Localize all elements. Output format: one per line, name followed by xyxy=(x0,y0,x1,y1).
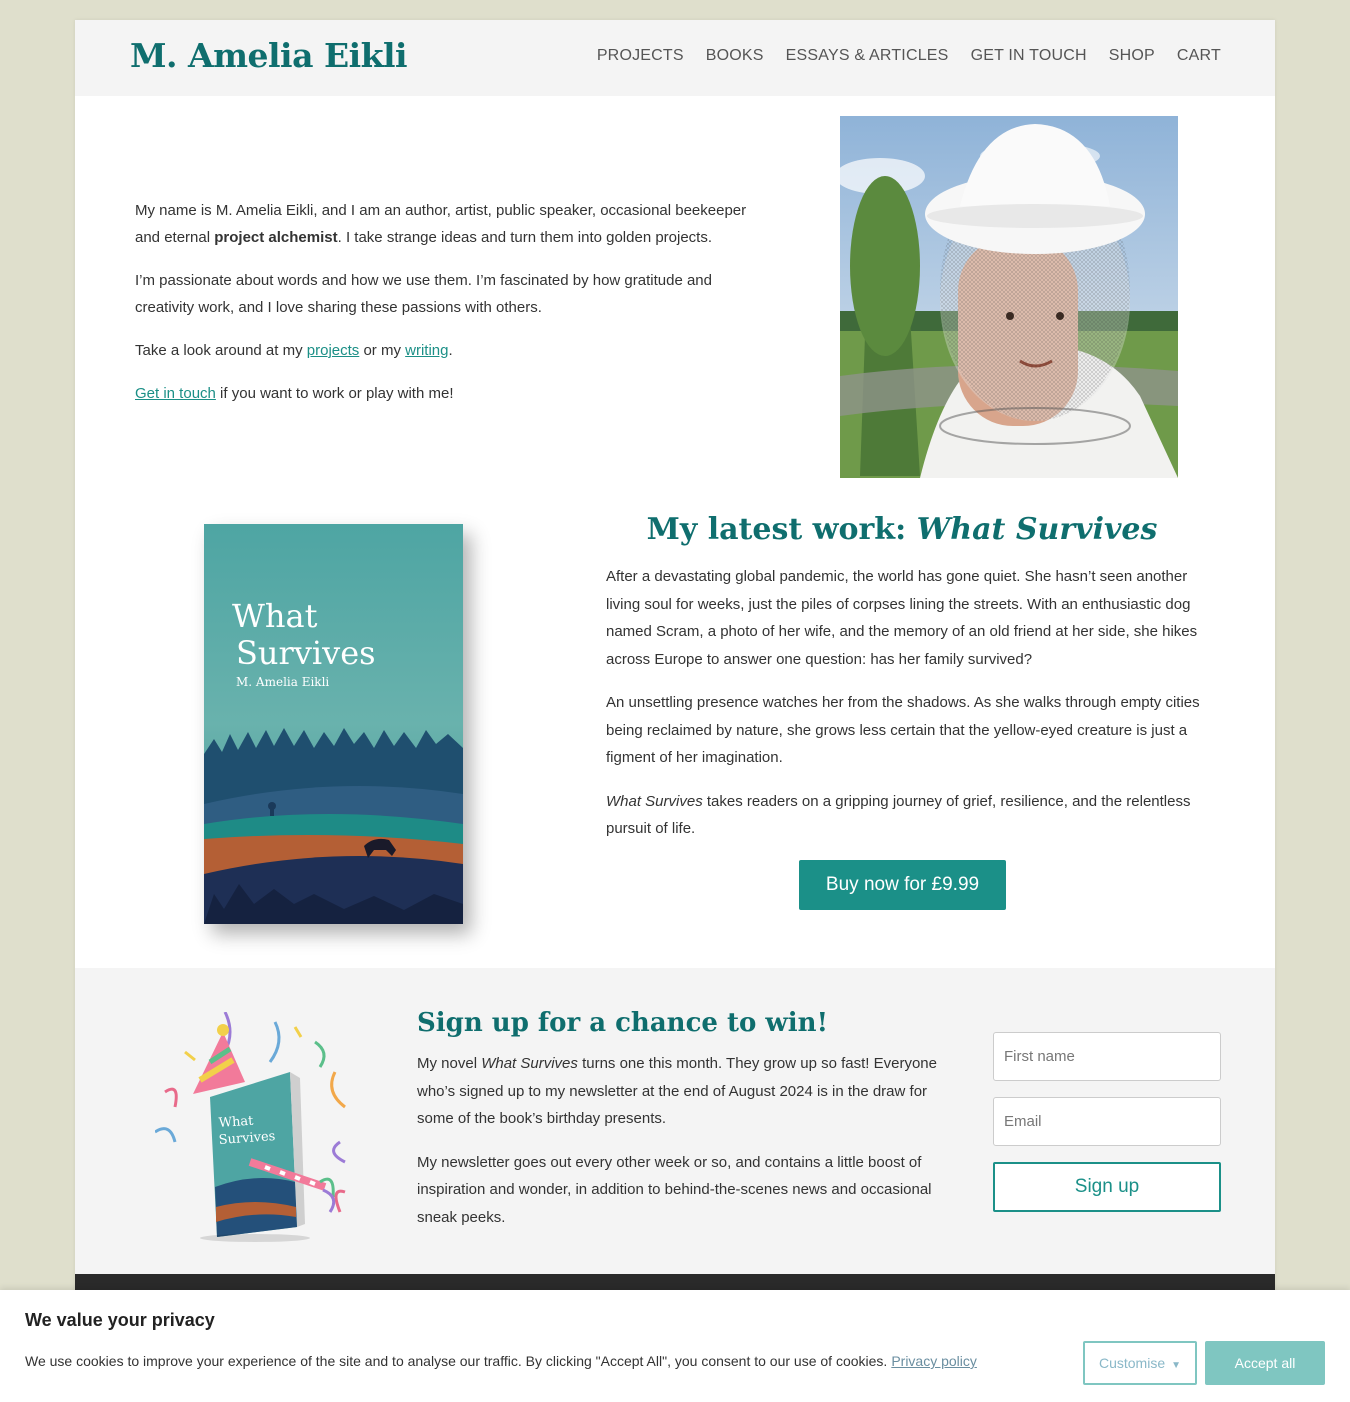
book-cover-image[interactable] xyxy=(204,524,463,924)
intro-paragraph-4 xyxy=(135,380,765,407)
cover-title-line-2: Survives xyxy=(236,634,376,672)
birthday-book-illustration xyxy=(155,1012,355,1242)
latest-paragraph-2: An unsettling presence watches her from the shadows. As she walks through empty cities being reclaimed by nature, she grows less certain that the yellow-eyed creature is just a figment of her imagination. xyxy=(606,694,1200,766)
intro-text: Take a look around at my xyxy=(135,342,307,359)
author-beekeeper-photo xyxy=(840,116,1178,478)
nav-essays-articles[interactable]: ESSAYS & ARTICLES xyxy=(785,47,949,64)
privacy-policy-link[interactable]: Privacy policy xyxy=(891,1353,977,1369)
first-name-field[interactable] xyxy=(993,1032,1221,1081)
get-in-touch-link[interactable]: Get in touch xyxy=(135,385,216,402)
signup-paragraph-2: My newsletter goes out every other week or so, and contains a little boost of inspiration and wonder, in addition to behind-the-scenes news and occasional sneak peeks. xyxy=(417,1153,932,1226)
intro-text: . xyxy=(448,342,453,359)
intro-text: . I take strange ideas and turn them into golden projects. xyxy=(337,229,713,246)
latest-heading-prefix: My latest work: xyxy=(646,512,917,547)
buy-now-button[interactable]: Buy now for £9.99 xyxy=(799,860,1006,910)
intro-section xyxy=(135,197,765,423)
intro-paragraph-2: I’m passionate about words and how we use them. I’m fascinated by how gratitude and creativity work, and I love sharing these passions with others. xyxy=(135,272,712,316)
nav-get-in-touch[interactable]: GET IN TOUCH xyxy=(970,47,1087,64)
intro-paragraph-3 xyxy=(135,337,765,364)
customise-label: Customise xyxy=(1098,1355,1166,1371)
latest-book-title: What Survives xyxy=(606,792,703,810)
signup-heading: Sign up for a chance to win! xyxy=(417,1008,828,1038)
intro-text: or my xyxy=(359,342,406,359)
writing-link[interactable]: writing xyxy=(405,342,449,359)
mini-cover-title-2: Survives xyxy=(218,1129,276,1148)
intro-bold-text: project alchemist xyxy=(214,229,338,246)
latest-work-heading xyxy=(605,512,1199,547)
signup-text: turns one this month. They grow up so fast! Everyone who’s signed up to my newsletter at the end of August 2024 is in the draw for some of the book’s birthday presents. xyxy=(417,1055,937,1127)
mini-cover-title-1: What xyxy=(218,1113,254,1131)
customise-button[interactable] xyxy=(1083,1341,1197,1385)
cover-author: M. Amelia Eikli xyxy=(236,675,330,689)
latest-text: takes readers on a gripping journey of grief, resilience, and the relentless pursuit of life. xyxy=(606,792,1191,837)
signup-description xyxy=(417,1050,937,1247)
intro-paragraph-1 xyxy=(135,197,765,251)
latest-heading-book: What Survives xyxy=(916,512,1158,547)
latest-paragraph-1: After a devastating global pandemic, the world has gone quiet. She hasn’t seen another living soul for weeks, just the piles of corpses lining the streets. With an enthusiastic dog named Scram, a photo of her wife, and the memory of an old friend at her side, she hikes across Europe to answer one question: has her family survived? xyxy=(606,568,1198,668)
site-logo[interactable]: M. Amelia Eikli xyxy=(130,36,408,75)
nav-shop[interactable]: SHOP xyxy=(1108,47,1155,64)
newsletter-signup-section xyxy=(75,968,1275,1274)
page-container xyxy=(75,20,1275,1402)
main-nav xyxy=(597,47,1221,65)
email-field[interactable] xyxy=(993,1097,1221,1146)
intro-text: if you want to work or play with me! xyxy=(215,385,454,402)
latest-paragraph-3 xyxy=(606,788,1206,843)
signup-paragraph-1 xyxy=(417,1050,937,1133)
projects-link[interactable]: projects xyxy=(306,342,360,359)
cookie-message xyxy=(25,1353,977,1369)
site-header xyxy=(75,20,1275,96)
nav-projects[interactable]: PROJECTS xyxy=(596,47,684,64)
nav-books[interactable]: BOOKS xyxy=(705,47,764,64)
accept-all-button[interactable]: Accept all xyxy=(1205,1341,1325,1385)
cover-title-line-1: What xyxy=(232,597,318,635)
intro-text: My name is M. Amelia Eikli, and I am an author, artist, public speaker, occasional beekeeper and eternal xyxy=(135,202,747,246)
nav-cart[interactable]: CART xyxy=(1176,47,1221,64)
signup-book-title: What Survives xyxy=(481,1055,578,1072)
cookie-text: We use cookies to improve your experience of the site and to analyse our traffic. By clicking "Accept All", you consent to our use of cookies. xyxy=(25,1353,888,1369)
cookie-consent-banner xyxy=(0,1290,1350,1402)
cookie-title: We value your privacy xyxy=(25,1310,215,1330)
chevron-down-icon: ▼ xyxy=(1171,1360,1182,1371)
latest-work-description xyxy=(606,563,1206,859)
signup-text: My novel xyxy=(417,1055,482,1072)
sign-up-button[interactable]: Sign up xyxy=(993,1162,1221,1212)
